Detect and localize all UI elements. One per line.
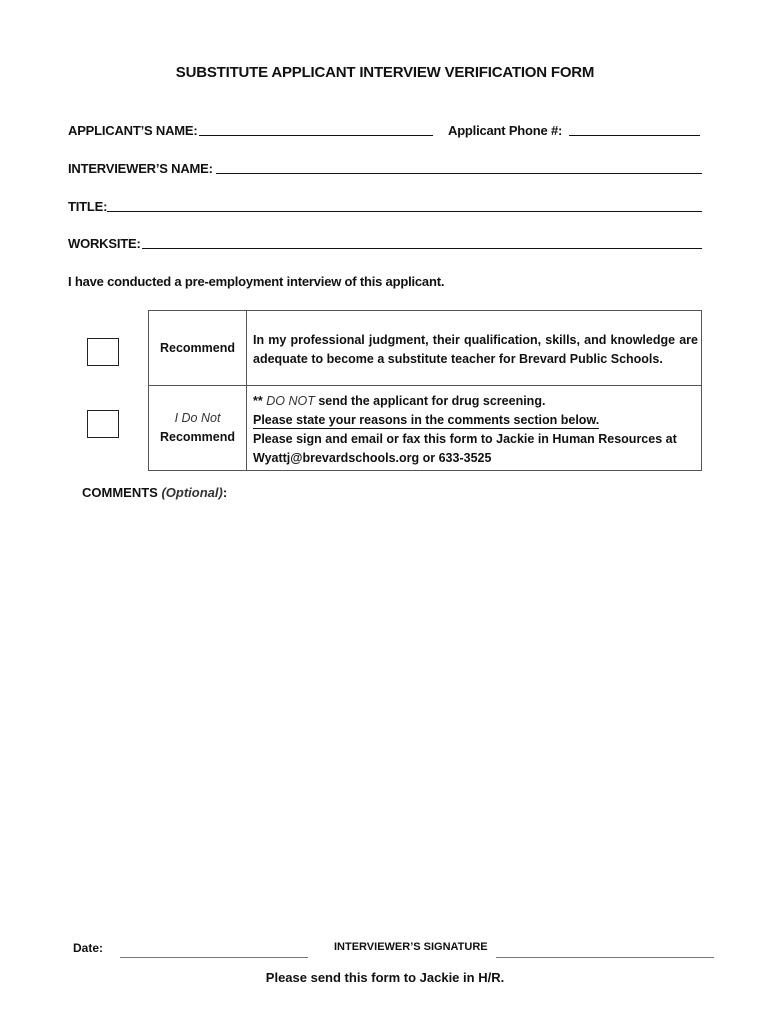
recommendation-table [148, 310, 702, 471]
applicant-phone-label: Applicant Phone #: [448, 123, 563, 138]
title-label: TITLE: [68, 199, 108, 214]
sign-email-text: Please sign and email or fax this form to Jackie in Human Resources at [253, 432, 677, 446]
comments-label [82, 485, 227, 500]
contact-info-text: Wyattj@brevardschools.org or 633-3525 [253, 451, 492, 465]
comments-colon: : [222, 485, 228, 500]
applicant-phone-field[interactable] [569, 135, 700, 136]
drug-screening-line [253, 392, 698, 411]
recommend-label: Recommend [149, 311, 247, 386]
form-title: SUBSTITUTE APPLICANT INTERVIEW VERIFICATION FORM [175, 64, 595, 81]
comments-optional: (Optional) [161, 485, 223, 500]
worksite-label: WORKSITE: [68, 236, 141, 251]
not-recommend-row [149, 386, 702, 471]
date-label: Date: [73, 941, 104, 955]
comments-title: COMMENTS [82, 485, 158, 500]
asterisks: ** [253, 394, 263, 408]
do-not-emphasis: DO NOT [266, 394, 315, 408]
not-recommend-label-line1: I Do Not [174, 411, 221, 425]
interviewer-name-label: INTERVIEWER’S NAME: [68, 161, 213, 176]
recommend-row [149, 311, 702, 386]
not-recommend-label-cell [149, 386, 247, 471]
applicant-name-label: APPLICANT’S NAME: [68, 123, 198, 138]
interviewer-signature-field[interactable] [496, 957, 714, 958]
do-not-recommend-checkbox[interactable] [87, 410, 119, 438]
worksite-field[interactable] [142, 248, 702, 249]
interviewer-name-field[interactable] [216, 173, 702, 174]
not-recommend-text-cell [247, 386, 702, 471]
title-field[interactable] [107, 211, 702, 212]
date-field[interactable] [120, 957, 308, 958]
comments-area[interactable] [82, 505, 702, 925]
applicant-name-field[interactable] [199, 135, 433, 136]
recommend-checkbox[interactable] [87, 338, 119, 366]
drug-screening-text: send the applicant for drug screening. [318, 394, 546, 408]
interview-statement: I have conducted a pre-employment interview of this applicant. [68, 274, 445, 289]
state-reasons-text: Please state your reasons in the comments section below. [253, 413, 600, 427]
interviewer-signature-label: INTERVIEWER’S SIGNATURE [334, 941, 488, 953]
footer-instruction: Please send this form to Jackie in H/R. [265, 970, 505, 985]
not-recommend-label-line2: Recommend [159, 430, 236, 444]
recommend-text: In my professional judgment, their qualification, skills, and knowledge are adequate to become a substitute teacher for Brevard Public Schools. [247, 311, 702, 386]
